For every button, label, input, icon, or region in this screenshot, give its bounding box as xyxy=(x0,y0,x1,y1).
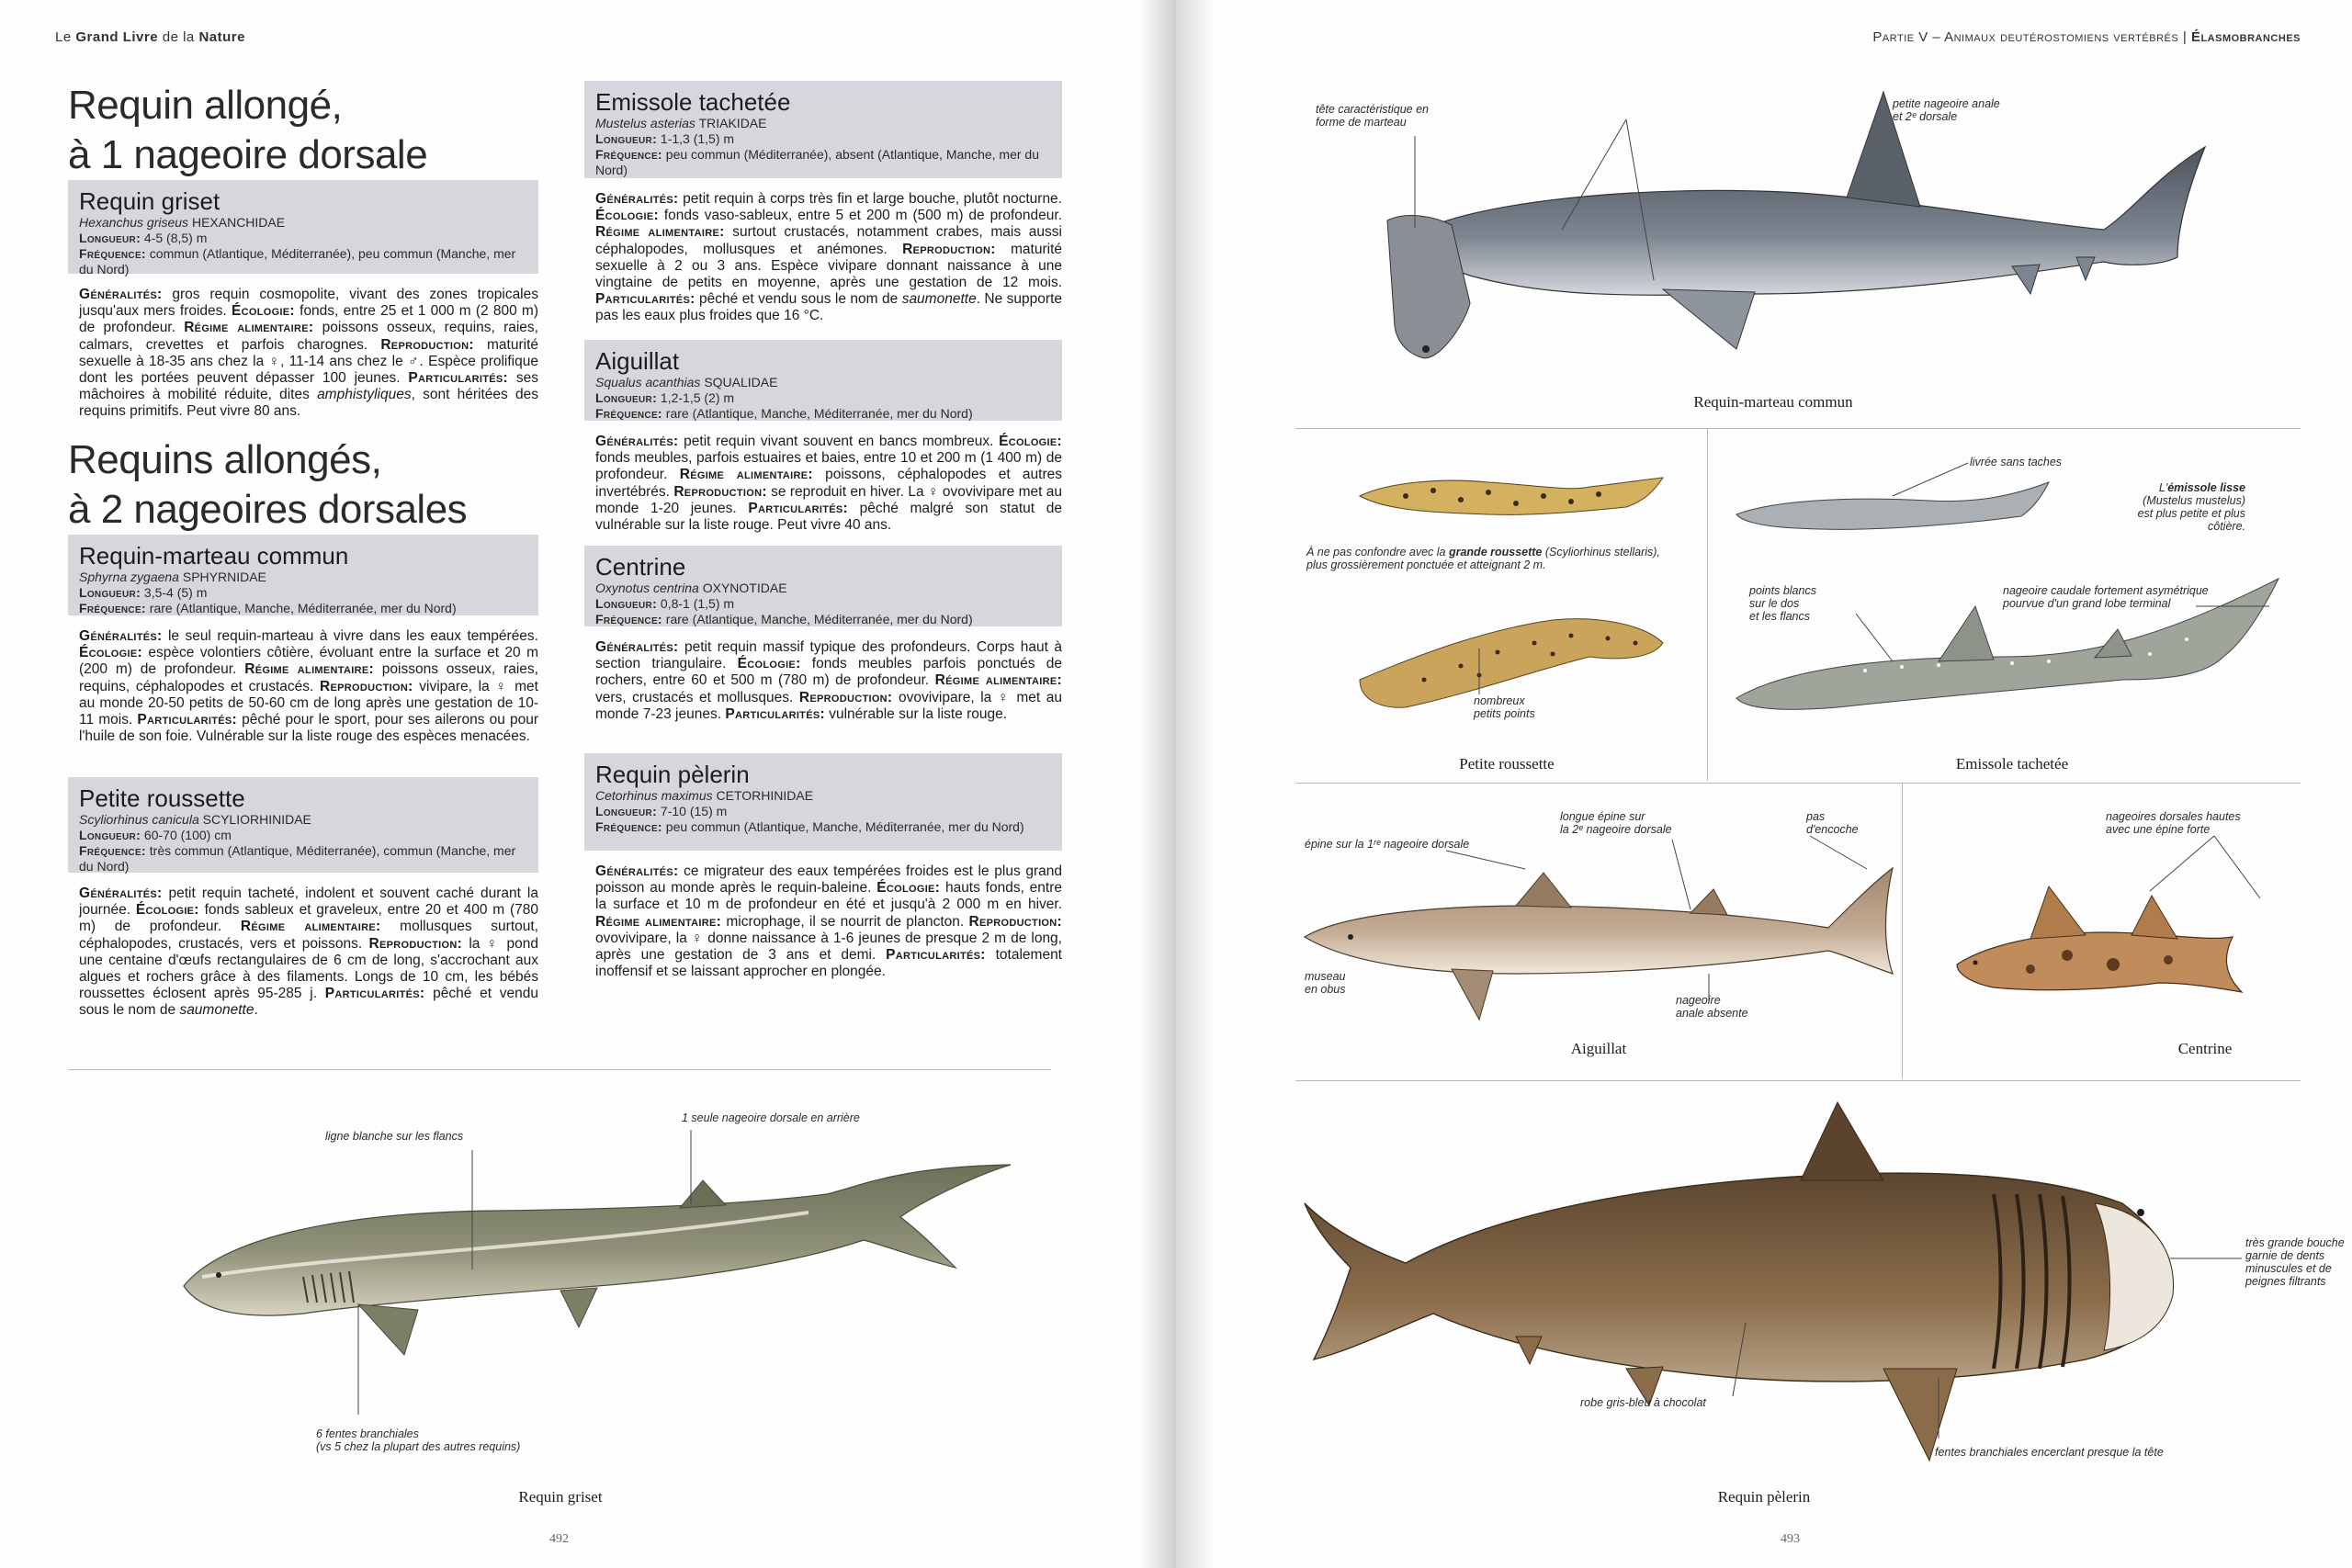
length-label: Longueur: xyxy=(79,585,141,600)
annotation-griset-gills: 6 fentes branchiales (vs 5 chez la plupart des autres requins) xyxy=(316,1427,521,1453)
annotation-emissole-caudale: nageoire caudale fortement asymétrique pourvue d'un grand lobe terminal xyxy=(2003,584,2209,610)
italic-term: saumonette xyxy=(901,291,977,308)
field-text: vivipare, la ♀ met au monde 20-50 petits de 50-60 cm de long après une gestation de 10-11 mois. xyxy=(79,678,538,728)
annotation-aiguillat-anale: nageoire anale absente xyxy=(1676,994,1748,1020)
field-text: totalement inoffensif et se laissant approcher en plongée. xyxy=(595,947,1062,980)
field-label: Écologie: xyxy=(231,303,295,320)
annotation-griset-dorsal: 1 seule nageoire dorsale en arrière xyxy=(682,1111,860,1124)
length-value: 60-70 (100) cm xyxy=(143,828,232,842)
field-text: surtout crustacés, notamment crabes, mais aussi céphalopodes, mollusques et anémones. xyxy=(595,224,1062,257)
field-label: Particularités: xyxy=(886,947,986,964)
length-label: Longueur: xyxy=(79,231,141,245)
field-text: poissons, céphalopodes et autres invertébrés. xyxy=(595,467,1062,500)
field-label: Régime alimentaire: xyxy=(934,672,1062,689)
field-label: Régime alimentaire: xyxy=(240,919,381,935)
leader-lines-pelerin xyxy=(1176,0,2352,1568)
field-text: fonds vaso-sableux, entre 5 et 200 m (500 m) de profondeur. xyxy=(658,208,1062,224)
field-text: . xyxy=(254,1002,258,1019)
length-value: 7-10 (15) m xyxy=(660,804,728,818)
field-label: Régime alimentaire: xyxy=(595,913,722,930)
annotation-hammer-fins: petite nageoire anale et 2ᵉ dorsale xyxy=(1893,97,2000,123)
length-label: Longueur: xyxy=(595,804,658,818)
field-text: pêché malgré son statut de vulnérable sur la liste rouge. Peut vivre 40 ans. xyxy=(595,500,1062,534)
caption-requin-marteau: Requin-marteau commun xyxy=(1693,393,1853,411)
field-label: Régime alimentaire: xyxy=(244,661,374,678)
frequency-value: rare (Atlantique, Manche, Méditerranée, mer du Nord) xyxy=(665,406,973,421)
frequency-label: Fréquence: xyxy=(79,246,146,261)
field-label: Généralités: xyxy=(595,863,679,879)
caption-emissole-tachetee: Emissole tachetée xyxy=(1955,755,2069,773)
scientific-name: Mustelus asterias xyxy=(595,116,695,130)
field-text: petit requin tacheté, indolent et souvent caché durant la journée. xyxy=(79,886,538,919)
field-text: espèce volontiers côtière, évoluant entre la surface et 20 m (200 m) de profondeur. xyxy=(79,645,538,678)
running-head-right: Partie V – Animaux deutérostomiens vertébrés | Élasmobranches xyxy=(1872,29,2301,45)
field-label: Régime alimentaire: xyxy=(184,320,314,336)
field-label: Généralités: xyxy=(595,639,679,655)
family-name: SCYLIORHINIDAE xyxy=(202,812,311,827)
field-label: Reproduction: xyxy=(673,483,767,500)
length-value: 3,5-4 (5) m xyxy=(143,585,208,600)
field-label: Particularités: xyxy=(748,500,848,516)
annotation-emissole-points: points blancs sur le dos et les flancs xyxy=(1749,584,1816,623)
scientific-name: Squalus acanthias xyxy=(595,375,701,389)
frequency-value: rare (Atlantique, Manche, Méditerranée, mer du Nord) xyxy=(665,612,973,626)
species-name: Requin pèlerin xyxy=(595,761,750,788)
field-text: pêché et vendu sous le nom de xyxy=(695,291,902,308)
section-title-1: Requin allongé, à 1 nageoire dorsale xyxy=(68,83,428,177)
annotation-emissole-livree: livrée sans taches xyxy=(1970,456,2063,468)
annotation-aiguillat-encoche: pas d'encoche xyxy=(1806,810,1859,836)
field-text: pêché pour le sport, pour ses ailerons ou pour l'huile de son foie. Vulnérable sur la liste rouge des espèces menacées. xyxy=(79,712,538,745)
annotation-pelerin-bouche: très grande bouche garnie de dents minuscules et de peignes filtrants xyxy=(2245,1236,2345,1288)
family-name: OXYNOTIDAE xyxy=(702,581,787,595)
family-name: SQUALIDAE xyxy=(704,375,778,389)
field-text: la ♀ pond une centaine d'œufs rectangulaires de 6 cm de long, s'accrochant aux algues et rochers grâce à des filaments. Longs de 10 cm, les bébés roussettes éclosent après 95-285 j. xyxy=(79,935,538,1002)
field-label: Écologie: xyxy=(135,902,199,919)
page-number-left: 492 xyxy=(549,1532,569,1546)
species-name: Requin-marteau commun xyxy=(79,542,349,570)
field-text: , sont héritées des requins primitifs. Peut vivre 80 ans. xyxy=(79,387,538,420)
species-name: Aiguillat xyxy=(595,347,680,375)
frequency-label: Fréquence: xyxy=(79,601,146,615)
length-label: Longueur: xyxy=(79,828,141,842)
running-head-left: Le Grand Livre de la Nature xyxy=(55,29,245,45)
field-label: Généralités: xyxy=(79,886,163,901)
frequency-label: Fréquence: xyxy=(79,843,146,858)
field-label: Particularités: xyxy=(595,291,695,308)
frequency-label: Fréquence: xyxy=(595,147,662,162)
annotation-pelerin-robe: robe gris-bleu à chocolat xyxy=(1580,1396,1706,1409)
field-label: Particularités: xyxy=(408,370,509,387)
species-name: Requin griset xyxy=(79,187,220,215)
field-label: Écologie: xyxy=(595,208,659,224)
italic-term: amphistyliques xyxy=(317,387,412,403)
scientific-name: Sphyrna zygaena xyxy=(79,570,179,584)
family-name: CETORHINIDAE xyxy=(716,788,814,803)
field-label: Reproduction: xyxy=(320,678,413,694)
annotation-pelerin-fentes: fentes branchiales encerclant presque la tête xyxy=(1935,1446,2164,1459)
field-text: hauts fonds, entre la surface et 10 m de profondeur en été et jusqu'à 2 000 m en hiver. xyxy=(595,880,1063,913)
species-name: Petite roussette xyxy=(79,784,245,812)
field-label: Écologie: xyxy=(79,645,142,661)
italic-term: saumonette xyxy=(179,1002,254,1019)
field-text: ovovivipare, la ♀ donne naissance à 1-6 jeunes de presque 2 m de long, après une gestation de 3 ans et demi. xyxy=(595,930,1062,964)
scientific-name: Scyliorhinus canicula xyxy=(79,812,199,827)
field-label: Particularités: xyxy=(324,986,425,1002)
field-text: fonds, entre 25 et 1 000 m (2 800 m) de profondeur. xyxy=(79,303,538,336)
field-text: petit requin vivant souvent en bancs mombreux. xyxy=(678,434,1000,449)
scientific-name: Hexanchus griseus xyxy=(79,215,189,230)
field-text: vulnérable sur la liste rouge. xyxy=(824,705,1008,722)
field-label: Écologie: xyxy=(876,880,941,897)
annotation-emissole-lisse: L'émissole lisse (Mustelus mustelus) est plus petite et plus côtière. xyxy=(2137,481,2245,533)
field-text: ce migrateur des eaux tempérées froides est le plus grand poisson au monde après le requin-baleine. xyxy=(595,863,1062,897)
species-name: Centrine xyxy=(595,553,686,581)
field-label: Écologie: xyxy=(999,434,1062,449)
field-label: Particularités: xyxy=(725,705,825,722)
field-label: Reproduction: xyxy=(968,913,1062,930)
field-label: Reproduction: xyxy=(380,336,474,353)
page-number-right: 493 xyxy=(1781,1532,1800,1546)
field-text: gros requin cosmopolite, vivant des zones tropicales jusqu'aux mers froides. xyxy=(79,287,538,320)
field-label: Reproduction: xyxy=(902,241,996,257)
frequency-value: peu commun (Méditerranée), absent (Atlantique, Manche, mer du Nord) xyxy=(595,147,1039,177)
length-value: 1,2-1,5 (2) m xyxy=(660,390,735,405)
length-label: Longueur: xyxy=(595,131,658,146)
field-label: Régime alimentaire: xyxy=(679,467,813,483)
field-label: Généralités: xyxy=(595,191,679,207)
annotation-griset-line: ligne blanche sur les flancs xyxy=(325,1130,464,1143)
field-label: Particularités: xyxy=(137,712,238,728)
family-name: SPHYRNIDAE xyxy=(182,570,266,584)
section-title-2: Requins allongés, à 2 nageoires dorsales xyxy=(68,437,468,532)
field-text: . Ne supporte pas les eaux plus froides que 16 °C. xyxy=(595,291,1062,324)
field-text: fonds sableux et graveleux, entre 20 et 400 m (780 m) de profondeur. xyxy=(79,902,539,935)
field-text: ses mâchoires à mobilité réduite, dites xyxy=(79,370,538,403)
scientific-name: Cetorhinus maximus xyxy=(595,788,713,803)
species-name: Emissole tachetée xyxy=(595,88,791,116)
frequency-label: Fréquence: xyxy=(595,406,662,421)
family-name: HEXANCHIDAE xyxy=(191,215,286,230)
field-text: se reproduit en hiver. La ♀ ovovivipare met au monde 1-20 jeunes. xyxy=(595,483,1062,516)
annotation-roussette-points: nombreux petits points xyxy=(1474,694,1535,720)
field-label: Généralités: xyxy=(595,434,679,449)
field-text: maturité sexuelle à 18-35 ans chez la ♀, 11-14 ans chez le ♂. Espèce prolifique dont les portées peuvent dépasser 100 jeunes. xyxy=(79,336,538,387)
frequency-value: commun (Atlantique, Méditerranée), peu commun (Manche, mer du Nord) xyxy=(79,246,516,276)
field-text: petit requin massif typique des profondeurs. Corps haut à section triangulaire. xyxy=(595,639,1062,672)
length-value: 0,8-1 (1,5) m xyxy=(660,596,735,611)
field-text: poissons osseux, raies, requins, céphalopodes et crustacés. xyxy=(79,661,538,694)
caption-requin-pelerin: Requin pèlerin xyxy=(1717,1488,1811,1506)
field-text: fonds meubles parfois ponctués de rochers, entre 60 et 500 m (780 m) de profondeur. xyxy=(595,656,1062,689)
caption-centrine: Centrine xyxy=(2177,1040,2233,1057)
field-text: le seul requin-marteau à vivre dans les eaux tempérées. xyxy=(162,628,538,644)
annotation-aiguillat-epine2: longue épine sur la 2ᵉ nageoire dorsale xyxy=(1560,810,1672,836)
field-label: Généralités: xyxy=(79,628,163,644)
annotation-hammer-head: tête caractéristique en forme de marteau xyxy=(1316,103,1429,129)
length-value: 4-5 (8,5) m xyxy=(143,231,208,245)
field-text: pêché et vendu sous le nom de xyxy=(79,986,539,1019)
frequency-value: peu commun (Atlantique, Manche, Méditerranée, mer du Nord) xyxy=(665,819,1024,834)
family-name: TRIAKIDAE xyxy=(698,116,767,130)
annotation-aiguillat-epine1: épine sur la 1ʳᵉ nageoire dorsale xyxy=(1305,838,1470,851)
field-label: Régime alimentaire: xyxy=(595,224,725,241)
length-value: 1-1,3 (1,5) m xyxy=(660,131,735,146)
frequency-value: très commun (Atlantique, Méditerranée), commun (Manche, mer du Nord) xyxy=(79,843,516,874)
right-page xyxy=(1176,0,2352,1568)
field-label: Écologie: xyxy=(737,656,801,672)
frequency-label: Fréquence: xyxy=(595,612,662,626)
caption-petite-roussette: Petite roussette xyxy=(1459,755,1555,773)
field-label: Généralités: xyxy=(79,287,163,302)
annotation-aiguillat-museau: museau en obus xyxy=(1305,970,1346,996)
annotation-roussette-confusion: À ne pas confondre avec la grande roussette (Scyliorhinus stellaris), plus grossièrement ponctuée et atteignant 2 m. xyxy=(1306,546,1660,571)
field-text: maturité sexuelle à 2 ou 3 ans. Espèce vivipare donnant naissance à une vingtaine de petits en moyenne, après une gestation de 12 mois. xyxy=(595,241,1062,291)
caption-aiguillat: Aiguillat xyxy=(1570,1040,1627,1057)
frequency-value: rare (Atlantique, Manche, Méditerranée, mer du Nord) xyxy=(149,601,457,615)
frequency-label: Fréquence: xyxy=(595,819,662,834)
field-label: Reproduction: xyxy=(368,935,463,952)
length-label: Longueur: xyxy=(595,596,658,611)
field-text: fonds meubles, parfois estuaires et baies, entre 10 et 200 m (1 400 m) de profondeur. xyxy=(595,450,1062,483)
annotation-centrine-dorsales: nageoires dorsales hautes avec une épine forte xyxy=(2106,810,2241,836)
scientific-name: Oxynotus centrina xyxy=(595,581,699,595)
field-text: petit requin à corps très fin et large bouche, plutôt nocturne. xyxy=(678,191,1062,207)
field-text: poissons osseux, requins, raies, calmars, crevettes et parfois charognes. xyxy=(79,320,538,353)
caption-requin-griset: Requin griset xyxy=(518,1488,603,1506)
field-text: microphage, il se nourrit de plancton. xyxy=(721,913,969,930)
field-label: Reproduction: xyxy=(798,689,893,705)
length-label: Longueur: xyxy=(595,390,658,405)
field-text: ovovivipare, la ♀ met au monde 7-23 jeunes. xyxy=(595,689,1062,722)
field-text: vers, crustacés et mollusques. xyxy=(595,689,799,705)
field-text: mollusques surtout, céphalopodes, crustacés, vers et poissons. xyxy=(79,919,538,952)
